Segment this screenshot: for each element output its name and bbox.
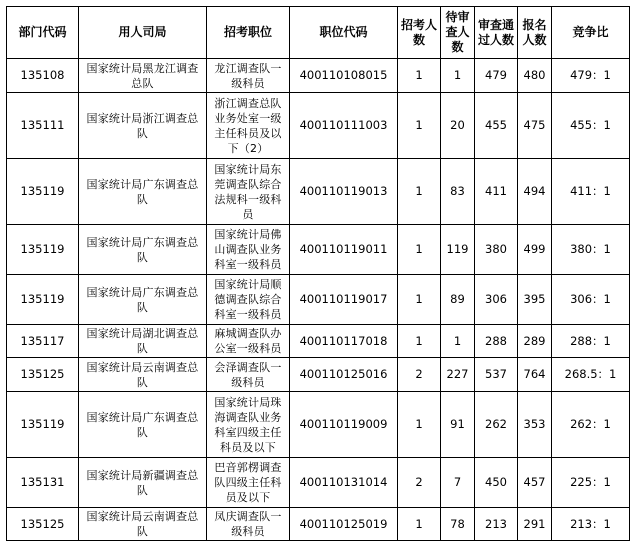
bureau-cell: 国家统计局广东调查总队 — [79, 159, 207, 225]
header-ratio: 竞争比 — [552, 7, 630, 59]
dept-code-cell: 135119 — [7, 275, 79, 325]
approved-cell: 288 — [475, 325, 518, 358]
applicants-cell: 291 — [518, 508, 552, 541]
header-dept-code: 部门代码 — [7, 7, 79, 59]
dept-code-cell: 135131 — [7, 458, 79, 508]
position-cell: 麻城调查队办公室一级科员 — [207, 325, 290, 358]
dept-code-cell: 135117 — [7, 325, 79, 358]
ratio-cell: 455：1 — [552, 93, 630, 159]
position-cell: 龙江调查队一级科员 — [207, 59, 290, 93]
applicants-cell: 353 — [518, 392, 552, 458]
position-code-cell: 400110131014 — [290, 458, 398, 508]
bureau-cell: 国家统计局新疆调查总队 — [79, 458, 207, 508]
position-code-cell: 400110125019 — [290, 508, 398, 541]
ratio-cell: 225：1 — [552, 458, 630, 508]
quota-cell: 1 — [398, 93, 441, 159]
table-header-row — [7, 7, 630, 59]
dept-code-cell: 135125 — [7, 358, 79, 392]
applicants-cell: 494 — [518, 159, 552, 225]
applicants-cell: 480 — [518, 59, 552, 93]
position-code-cell: 400110108015 — [290, 59, 398, 93]
ratio-cell: 411：1 — [552, 159, 630, 225]
ratio-cell: 288：1 — [552, 325, 630, 358]
ratio-cell: 213：1 — [552, 508, 630, 541]
pending-cell: 1 — [441, 59, 475, 93]
table-row — [7, 392, 630, 458]
table-row — [7, 93, 630, 159]
quota-cell: 2 — [398, 458, 441, 508]
approved-cell: 262 — [475, 392, 518, 458]
ratio-cell: 479：1 — [552, 59, 630, 93]
position-cell: 国家统计局珠海调查队业务科室四级主任科员及以下 — [207, 392, 290, 458]
header-applicants: 报名人数 — [518, 7, 552, 59]
quota-cell: 1 — [398, 275, 441, 325]
dept-code-cell: 135119 — [7, 392, 79, 458]
applicants-cell: 475 — [518, 93, 552, 159]
pending-cell: 227 — [441, 358, 475, 392]
position-code-cell: 400110117018 — [290, 325, 398, 358]
header-position: 招考职位 — [207, 7, 290, 59]
recruitment-table — [6, 6, 630, 541]
header-bureau: 用人司局 — [79, 7, 207, 59]
bureau-cell: 国家统计局云南调查总队 — [79, 358, 207, 392]
bureau-cell: 国家统计局广东调查总队 — [79, 392, 207, 458]
position-code-cell: 400110119011 — [290, 225, 398, 275]
approved-cell: 537 — [475, 358, 518, 392]
table-row — [7, 358, 630, 392]
applicants-cell: 457 — [518, 458, 552, 508]
approved-cell: 213 — [475, 508, 518, 541]
table-row — [7, 59, 630, 93]
position-cell: 巴音郭楞调查队四级主任科员及以下 — [207, 458, 290, 508]
quota-cell: 1 — [398, 325, 441, 358]
pending-cell: 89 — [441, 275, 475, 325]
applicants-cell: 289 — [518, 325, 552, 358]
applicants-cell: 395 — [518, 275, 552, 325]
dept-code-cell: 135108 — [7, 59, 79, 93]
pending-cell: 83 — [441, 159, 475, 225]
bureau-cell: 国家统计局浙江调查总队 — [79, 93, 207, 159]
pending-cell: 7 — [441, 458, 475, 508]
approved-cell: 479 — [475, 59, 518, 93]
table-row — [7, 275, 630, 325]
bureau-cell: 国家统计局广东调查总队 — [79, 225, 207, 275]
quota-cell: 1 — [398, 392, 441, 458]
ratio-cell: 380：1 — [552, 225, 630, 275]
position-code-cell: 400110119013 — [290, 159, 398, 225]
position-cell: 国家统计局顺德调查队综合科室一级科员 — [207, 275, 290, 325]
ratio-cell: 306：1 — [552, 275, 630, 325]
applicants-cell: 499 — [518, 225, 552, 275]
approved-cell: 455 — [475, 93, 518, 159]
approved-cell: 411 — [475, 159, 518, 225]
table-row — [7, 159, 630, 225]
applicants-cell: 764 — [518, 358, 552, 392]
pending-cell: 1 — [441, 325, 475, 358]
dept-code-cell: 135125 — [7, 508, 79, 541]
bureau-cell: 国家统计局云南调查总队 — [79, 508, 207, 541]
table-body — [7, 59, 630, 541]
bureau-cell: 国家统计局湖北调查总队 — [79, 325, 207, 358]
ratio-cell: 268.5：1 — [552, 358, 630, 392]
quota-cell: 1 — [398, 508, 441, 541]
pending-cell: 91 — [441, 392, 475, 458]
position-code-cell: 400110119017 — [290, 275, 398, 325]
quota-cell: 1 — [398, 59, 441, 93]
header-quota: 招考人数 — [398, 7, 441, 59]
table-row — [7, 458, 630, 508]
approved-cell: 450 — [475, 458, 518, 508]
approved-cell: 306 — [475, 275, 518, 325]
quota-cell: 1 — [398, 159, 441, 225]
pending-cell: 119 — [441, 225, 475, 275]
bureau-cell: 国家统计局广东调查总队 — [79, 275, 207, 325]
position-cell: 国家统计局佛山调查队业务科室一级科员 — [207, 225, 290, 275]
position-code-cell: 400110119009 — [290, 392, 398, 458]
position-code-cell: 400110125016 — [290, 358, 398, 392]
table-row — [7, 508, 630, 541]
dept-code-cell: 135111 — [7, 93, 79, 159]
dept-code-cell: 135119 — [7, 159, 79, 225]
header-approved: 审查通过人数 — [475, 7, 518, 59]
header-pending: 待审查人数 — [441, 7, 475, 59]
position-cell: 凤庆调查队一级科员 — [207, 508, 290, 541]
position-cell: 会泽调查队一级科员 — [207, 358, 290, 392]
bureau-cell: 国家统计局黑龙江调查总队 — [79, 59, 207, 93]
position-cell: 国家统计局东莞调查队综合法规科一级科员 — [207, 159, 290, 225]
pending-cell: 20 — [441, 93, 475, 159]
dept-code-cell: 135119 — [7, 225, 79, 275]
quota-cell: 2 — [398, 358, 441, 392]
position-cell: 浙江调查总队业务处室一级主任科员及以下（2） — [207, 93, 290, 159]
ratio-cell: 262：1 — [552, 392, 630, 458]
position-code-cell: 400110111003 — [290, 93, 398, 159]
approved-cell: 380 — [475, 225, 518, 275]
table-row — [7, 225, 630, 275]
table-row — [7, 325, 630, 358]
quota-cell: 1 — [398, 225, 441, 275]
pending-cell: 78 — [441, 508, 475, 541]
header-position-code: 职位代码 — [290, 7, 398, 59]
